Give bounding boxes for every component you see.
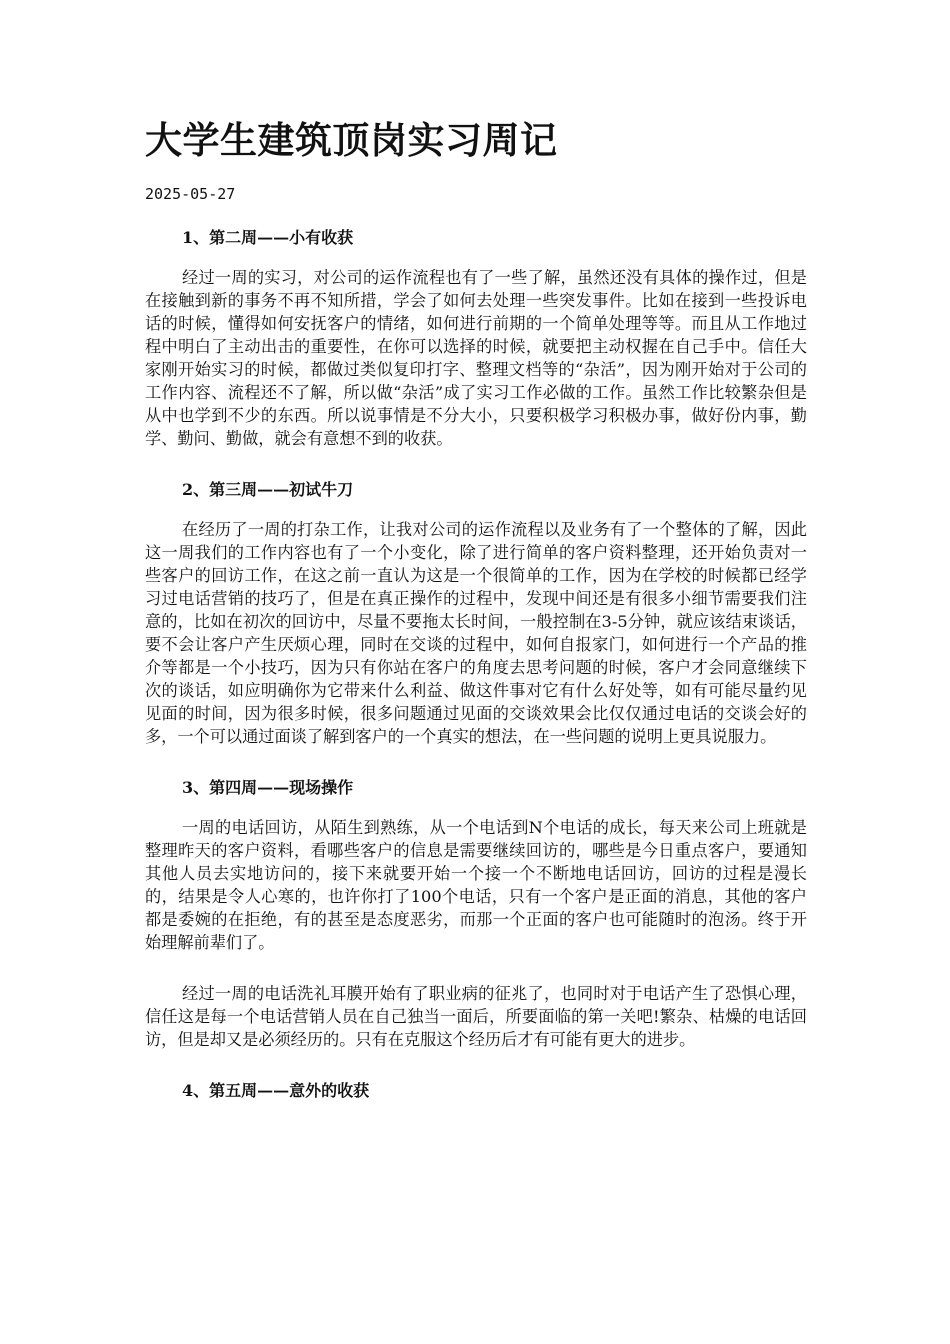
section-paragraph: 经过一周的电话洗礼耳膜开始有了职业病的征兆了，也同时对于电话产生了恐惧心理，信任这是每一个电话营销人员在自己独当一面后，所要面临的第一关吧!繁杂、枯燥的电话回访，但是却又是必须经历的。只有在克服这个经历后才有可能有更大的进步。 xyxy=(145,984,807,1049)
document-body xyxy=(145,226,807,1119)
section-paragraph: 在经历了一周的打杂工作，让我对公司的运作流程以及业务有了一个整体的了解，因此这一周我们的工作内容也有了一个小变化，除了进行简单的客户资料整理，还开始负责对一些客户的回访工作，在这之前一直认为这是一个很简单的工作，因为在学校的时候都已经学习过电话营销的技巧了，但是在真正操作的过程中，发现中间还是有很多小细节需要我们注意的，比如在初次的回访中，尽量不要拖太长时间，一般控制在3-5分钟，就应该结束谈话，要不会让客户产生厌烦心理，同时在交谈的过程中，如何自报家门，如何进行一个产品的推介等都是一个小技巧，因为只有你站在客户的角度去思考问题的时候，客户才会同意继续下次的谈话，如应明确你为它带来什么利益、做这件事对它有什么好处等，如有可能尽量约见见面的时间，因为很多时候，很多问题通过见面的交谈效果会比仅仅通过电话的交谈会好的多，一个可以通过面谈了解到客户的一个真实的想法，在一些问题的说明上更具说服力。 xyxy=(145,520,807,746)
section-heading: 2、第三周——初试牛刀 xyxy=(182,480,354,499)
section-week-3 xyxy=(145,478,807,748)
section-heading: 1、第二周——小有收获 xyxy=(182,228,354,247)
section-heading: 4、第五周——意外的收获 xyxy=(182,1081,370,1100)
section-paragraph: 经过一周的实习，对公司的运作流程也有了一些了解，虽然还没有具体的操作过，但是在接触到新的事务不再不知所措，学会了如何去处理一些突发事件。比如在接到一些投诉电话的时候，懂得如何安抚客户的情绪，如何进行前期的一个简单处理等等。而且从工作地过程中明白了主动出击的重要性，在你可以选择的时候，就要把主动权握在自己手中。信任大家刚开始实习的时候，都做过类似复印打字、整理文档等的“杂活”，因为刚开始对于公司的工作内容、流程还不了解，所以做“杂活”成了实习工作必做的工作。虽然工作比较繁杂但是从中也学到不少的东西。所以说事情是不分大小，只要积极学习积极办事，做好份内事，勤学、勤问、勤做，就会有意想不到的收获。 xyxy=(145,268,807,448)
section-week-2 xyxy=(145,226,807,450)
section-paragraph: 一周的电话回访，从陌生到熟练，从一个电话到N个电话的成长，每天来公司上班就是整理昨天的客户资料，看哪些客户的信息是需要继续回访的，哪些是今日重点客户，要通知其他人员去实地访问的，接下来就要开始一个接一个不断地电话回访，回访的过程是漫长的，结果是令人心寒的，也许你打了100个电话，只有一个客户是正面的消息，其他的客户都是委婉的在拒绝，有的甚至是态度恶劣，而那一个正面的客户也可能随时的泡汤。终于开始理解前辈们了。 xyxy=(145,818,807,952)
page-title: 大学生建筑顶岗实习周记 xyxy=(145,118,558,162)
section-week-4 xyxy=(145,776,807,1051)
publish-date: 2025-05-27 xyxy=(145,185,236,203)
section-week-5 xyxy=(145,1079,807,1103)
section-heading: 3、第四周——现场操作 xyxy=(182,778,354,797)
